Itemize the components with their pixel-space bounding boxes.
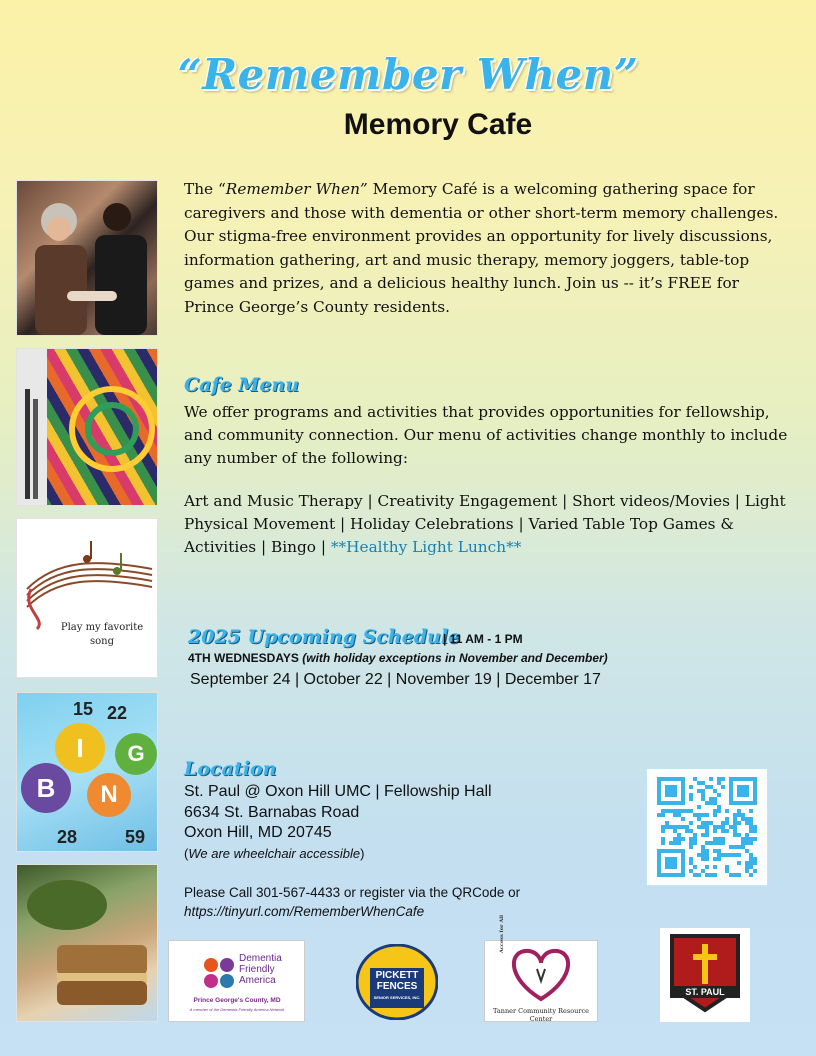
dfa-sub: Prince George's County, MD [193,997,281,1004]
photo-music-notes [16,518,158,678]
access-close: ) [360,846,365,861]
st-paul-name: ST. PAUL [670,986,740,998]
access-text: We are wheelchair accessible [188,846,361,861]
logo-tanner-center [484,914,598,1023]
location-line-3: Oxon Hill, MD 20745 [184,824,332,841]
menu-heading: Cafe Menu [184,374,300,396]
bingo-number-3: 59 [125,827,146,847]
logo-pickett-fences [356,944,438,1020]
location-line-2: 6634 St. Barnabas Road [184,804,360,821]
qr-code[interactable] [646,768,768,886]
schedule-heading: 2025 Upcoming Schedule [188,626,461,648]
menu-list-text: Art and Music Therapy | Creativity Engagement | Short videos/Movies | Light Physical Movement | Holiday Celebrations | Varied Table Top Games & Activities | Bingo | [184,492,786,556]
logo-dementia-friendly-america [168,940,305,1022]
bingo-number-4: 28 [57,827,78,847]
location-line-1: St. Paul @ Oxon Hill UMC | Fellowship Hall [184,783,492,800]
intro-italic: Remember When” [225,180,368,198]
photo-sandwich [16,864,158,1022]
bingo-ball-b: B [21,763,71,813]
bingo-ball-n: N [87,773,131,817]
pf-line-2: FENCES [376,981,418,992]
intro-post: Memory Café is a welcoming gathering space for caregivers and those with dementia or other short-term memory challenges. Our stigma-free environment provides an opportunity for lively discussions, information gathering, art and music therapy, memory joggers, table-top games and prizes, and a delicious healthy lunch. Join us -- it’s FREE for Prince George’s County residents. [184,180,779,316]
menu-highlight: **Healthy Light Lunch** [330,538,522,556]
access-open: ( [184,846,189,861]
script-title: “Remember When” [177,50,639,99]
dfa-tiny: A member of the Dementia Friendly America Network [189,1007,285,1012]
bingo-ball-g: G [115,733,157,775]
tanner-name: Tanner Community Resource Center [493,1007,589,1023]
contact-url[interactable]: https://tinyurl.com/RememberWhenCafe [184,904,425,919]
dfa-line-2: Friendly [239,964,275,975]
photo-bingo [16,692,158,852]
photo-coloring-art [16,348,158,506]
logo-st-paul [660,928,750,1022]
schedule-note: (with holiday exceptions in November and December) [302,651,608,665]
schedule-dates: September 24 | October 22 | November 19 | December 17 [190,671,601,688]
contact-block [184,883,624,921]
location-heading: Location [184,758,277,780]
intro-paragraph [184,178,784,319]
bingo-ball-i: I [55,723,105,773]
pf-line-1: PICKETT [375,970,419,981]
schedule-time: | 11 AM - 1 PM [443,632,523,646]
schedule-days-label: 4TH WEDNESDAYS [188,651,299,665]
menu-description: We offer programs and activities that provides opportunities for fellowship, and community connection. Our menu of activities change monthly to include any number of the following: [184,403,788,467]
page-title: Memory Cafe [343,108,533,141]
intro-pre: The “ [184,180,226,198]
dfa-line-3: America [239,975,276,986]
song-caption: Play my favorite song [60,622,144,647]
dfa-line-1: Dementia [239,953,282,964]
photo-women-knitting [16,180,158,336]
accessibility-note [184,846,364,861]
menu-activity-list [184,490,794,559]
tanner-arc: Access for All [499,914,505,953]
bingo-number-2: 22 [107,703,128,723]
contact-call: Please Call 301-567-4433 or register via the QRCode or [184,885,521,900]
pf-sub: SENIOR SERVICES, INC. [373,995,421,1000]
schedule-days [188,651,608,665]
bingo-number-1: 15 [73,699,94,719]
